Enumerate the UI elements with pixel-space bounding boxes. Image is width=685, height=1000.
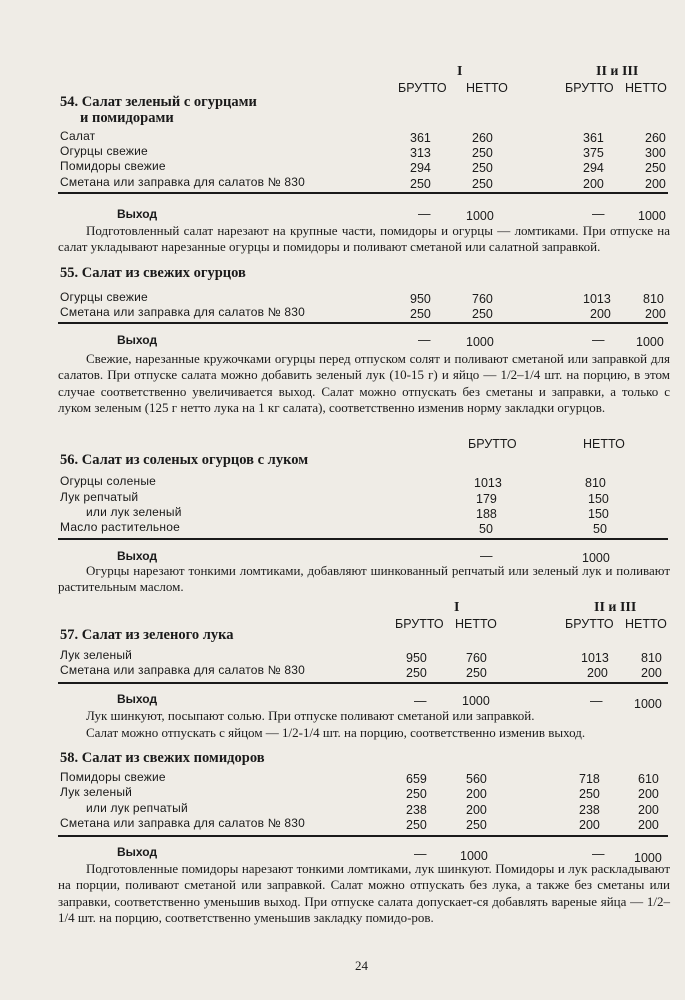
value-cell: 50 [593, 522, 607, 536]
ingredient-name: Огурцы свежие [60, 144, 148, 158]
value-cell: 659 [406, 772, 427, 786]
value-cell: 1013 [583, 292, 611, 306]
recipe-title: 54. Салат зеленый с огурцами [60, 94, 257, 110]
value-cell: 250 [466, 666, 487, 680]
value-cell: 1013 [474, 476, 502, 490]
output-value: — [592, 333, 605, 347]
output-value: — [590, 694, 603, 708]
ingredient-name: Огурцы соленые [60, 474, 157, 488]
brutto-header: БРУТТО [468, 437, 517, 451]
netto-header: НЕТТО [583, 437, 625, 451]
value-cell: 1013 [581, 651, 609, 665]
value-cell: 200 [583, 177, 604, 191]
recipe-description: Подготовленные помидоры нарезают тонкими ломтиками, лук шинкуют. Помидоры и лук раскладывают на порции, поливают сметаной или заправкой. Салат можно отпускать без лука, а также без сметаны или заправки, соответственно уменьшив выход. При отпуске салата допускает-ся добавлять вареные яйца — 1/2–1/4 шт. на порцию, соответственно уменьшив закладку помидо-ров. [58, 861, 670, 925]
output-value: — [480, 549, 493, 563]
value-cell: 250 [579, 787, 600, 801]
value-cell: 250 [406, 787, 427, 801]
value-cell: 361 [583, 131, 604, 145]
value-cell: 294 [583, 161, 604, 175]
output-label: Выход [117, 207, 158, 221]
output-value: 1000 [634, 851, 662, 865]
value-cell: 250 [472, 177, 493, 191]
netto-header: НЕТТО [625, 617, 667, 631]
value-cell: 760 [472, 292, 493, 306]
output-label: Выход [117, 845, 158, 859]
value-cell: 300 [645, 146, 666, 160]
recipe-description: Салат можно отпускать с яйцом — 1/2-1/4 шт. на порцию, соответственно изменив выход. [86, 725, 586, 740]
value-cell: 718 [579, 772, 600, 786]
ingredient-name: Сметана или заправка для салатов № 830 [60, 305, 306, 319]
ingredient-name: Масло растительное [60, 520, 180, 534]
brutto-header: БРУТТО [395, 617, 444, 631]
norm-2-3-header: II и III [594, 600, 637, 615]
brutto-header: БРУТТО [398, 81, 447, 95]
value-cell: 200 [466, 787, 487, 801]
table-rule [58, 538, 668, 540]
value-cell: 188 [476, 507, 497, 521]
output-value: 1000 [462, 694, 490, 708]
brutto-header: БРУТТО [565, 81, 614, 95]
value-cell: 361 [410, 131, 431, 145]
output-value: 1000 [466, 335, 494, 349]
value-cell: 260 [472, 131, 493, 145]
table-rule [58, 322, 668, 324]
value-cell: 250 [645, 161, 666, 175]
value-cell: 950 [406, 651, 427, 665]
ingredient-name: Сметана или заправка для салатов № 830 [60, 663, 306, 677]
value-cell: 260 [645, 131, 666, 145]
netto-header: НЕТТО [455, 617, 497, 631]
output-value: 1000 [638, 209, 666, 223]
value-cell: 250 [406, 818, 427, 832]
netto-header: НЕТТО [466, 81, 508, 95]
value-cell: 200 [638, 818, 659, 832]
value-cell: 560 [466, 772, 487, 786]
ingredient-name: Лук репчатый [60, 490, 139, 504]
output-value: 1000 [636, 335, 664, 349]
value-cell: 250 [410, 177, 431, 191]
value-cell: 760 [466, 651, 487, 665]
ingredient-name: Помидоры свежие [60, 770, 166, 784]
value-cell: 200 [641, 666, 662, 680]
recipe-title: 57. Салат из зеленого лука [60, 627, 234, 643]
value-cell: 250 [406, 666, 427, 680]
ingredient-name: Сметана или заправка для салатов № 830 [60, 175, 306, 189]
recipe-description: Свежие, нарезанные кружочками огурцы перед отпуском солят и поливают сметаной или заправкой для салатов. При отпуске салата можно добавить зеленый лук (10-15 г) и яйцо — 1/2–1/4 шт. на порцию, в этом случае соответственно увеличивается выход. Салат можно отпускать без сметаны и заправки, а только с луком зеленым (125 г нетто лука на 1 кг салата), соответственно изменив норму закладки огурцов. [58, 351, 670, 415]
value-cell: 250 [472, 161, 493, 175]
recipe-title: 55. Салат из свежих огурцов [60, 265, 246, 281]
table-rule [58, 192, 668, 194]
value-cell: 313 [410, 146, 431, 160]
recipe-description: Огурцы нарезают тонкими ломтиками, добавляют шинкованный репчатый или зеленый лук и поливают растительным маслом. [58, 563, 670, 595]
output-value: 1000 [466, 209, 494, 223]
value-cell: 610 [638, 772, 659, 786]
brutto-header: БРУТТО [565, 617, 614, 631]
recipe-title: 56. Салат из соленых огурцов с луком [60, 452, 309, 468]
value-cell: 179 [476, 492, 497, 506]
table-rule [58, 835, 668, 837]
ingredient-name: или лук зеленый [86, 505, 182, 519]
value-cell: 150 [588, 492, 609, 506]
output-value: — [592, 207, 605, 221]
output-label: Выход [117, 333, 158, 347]
ingredient-name: Лук зеленый [60, 785, 133, 799]
recipe-title: 58. Салат из свежих помидоров [60, 750, 265, 766]
netto-header: НЕТТО [625, 81, 667, 95]
page-number: 24 [355, 958, 368, 973]
value-cell: 810 [643, 292, 664, 306]
value-cell: 200 [466, 803, 487, 817]
value-cell: 200 [590, 307, 611, 321]
output-value: — [592, 847, 605, 861]
value-cell: 200 [645, 307, 666, 321]
recipe-title-cont: и помидорами [80, 110, 174, 126]
ingredient-name: Лук зеленый [60, 648, 133, 662]
ingredient-name: Салат [60, 129, 96, 143]
norm-2-3-header: II и III [596, 64, 639, 79]
output-value: 1000 [634, 697, 662, 711]
value-cell: 375 [583, 146, 604, 160]
value-cell: 250 [466, 818, 487, 832]
value-cell: 200 [587, 666, 608, 680]
ingredient-name: Сметана или заправка для салатов № 830 [60, 816, 306, 830]
value-cell: 250 [410, 307, 431, 321]
value-cell: 810 [585, 476, 606, 490]
value-cell: 50 [479, 522, 493, 536]
output-value: 1000 [582, 551, 610, 565]
recipe-description: Лук шинкуют, посыпают солью. При отпуске поливают сметаной или заправкой. [86, 708, 535, 723]
norm-1-header: I [454, 600, 460, 615]
value-cell: 250 [472, 146, 493, 160]
value-cell: 200 [638, 787, 659, 801]
norm-1-header: I [457, 64, 463, 79]
value-cell: 238 [406, 803, 427, 817]
output-label: Выход [117, 549, 158, 563]
table-rule [58, 682, 668, 684]
recipe-description: Подготовленный салат нарезают на крупные части, помидоры и огурцы — ломтиками. При отпуске на салат укладывают нарезанные огурцы и помидоры и поливают сметаной или салатной заправкой. [58, 223, 670, 255]
output-value: — [418, 207, 431, 221]
output-value: 1000 [460, 849, 488, 863]
output-value: — [414, 694, 427, 708]
ingredient-name: Огурцы свежие [60, 290, 148, 304]
value-cell: 150 [588, 507, 609, 521]
value-cell: 250 [472, 307, 493, 321]
ingredient-name: Помидоры свежие [60, 159, 166, 173]
value-cell: 950 [410, 292, 431, 306]
value-cell: 200 [638, 803, 659, 817]
output-label: Выход [117, 692, 158, 706]
output-value: — [418, 333, 431, 347]
value-cell: 294 [410, 161, 431, 175]
output-value: — [414, 847, 427, 861]
ingredient-name: или лук репчатый [86, 801, 188, 815]
value-cell: 200 [579, 818, 600, 832]
value-cell: 810 [641, 651, 662, 665]
value-cell: 238 [579, 803, 600, 817]
value-cell: 200 [645, 177, 666, 191]
